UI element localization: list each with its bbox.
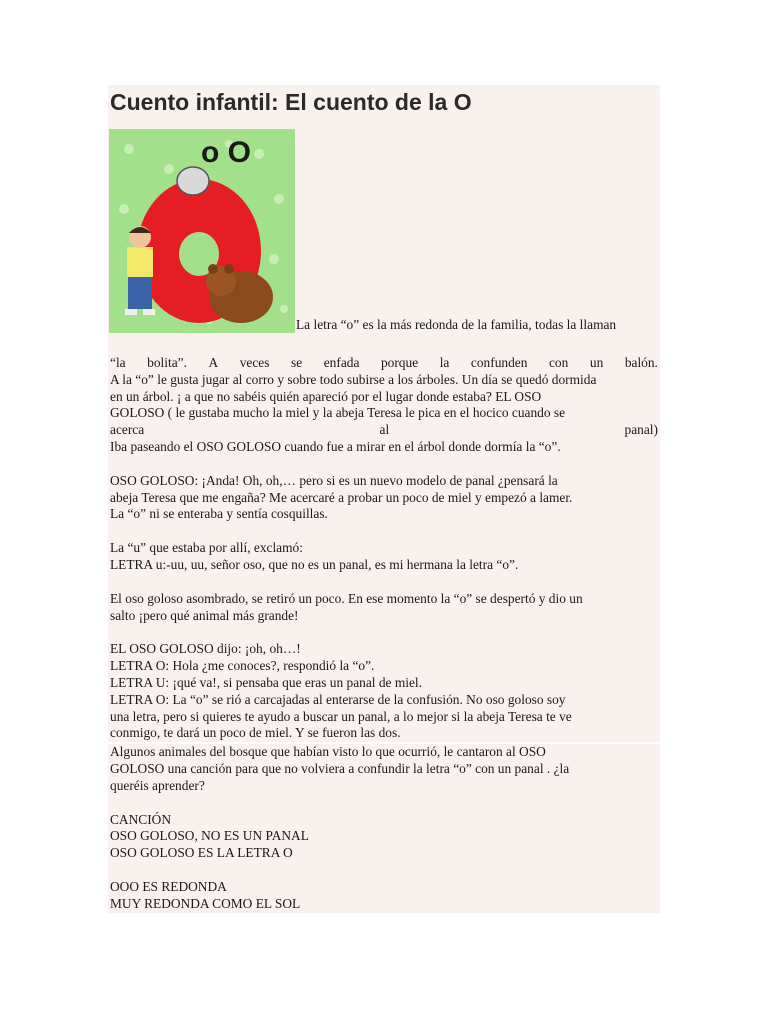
song-line: OSO GOLOSO, NO ES UN PANAL bbox=[110, 828, 309, 844]
word: un bbox=[589, 355, 604, 370]
text-line: GOLOSO una canción para que no volviera a confundir la letra “o” con un panal . ¿la bbox=[110, 760, 570, 776]
text-line: El oso goloso asombrado, se retiró un poco. En ese momento la “o” se despertó y dio un bbox=[110, 590, 583, 606]
song-line: OOO ES REDONDA bbox=[110, 878, 227, 894]
word: acerca bbox=[110, 422, 145, 438]
text-line: GOLOSO ( le gustaba mucho la miel y la abeja Teresa le pica en el hocico cuando se bbox=[110, 405, 566, 421]
text-line: LETRA O: La “o” se rió a carcajadas al enterarse de la confusión. No oso goloso soy bbox=[110, 691, 566, 707]
document-page bbox=[108, 85, 660, 913]
text-line: Iba paseando el OSO GOLOSO cuando fue a mirar en el árbol donde dormía la “o”. bbox=[110, 438, 561, 454]
word: la bbox=[439, 355, 450, 370]
text-line: La “u” que estaba por allí, exclamó: bbox=[110, 540, 303, 556]
story-body-continued bbox=[108, 744, 660, 912]
page-title: Cuento infantil: El cuento de la O bbox=[110, 89, 472, 115]
text-line: queréis aprender? bbox=[110, 777, 205, 793]
text-line: OSO GOLOSO: ¡Anda! Oh, oh,… pero si es un nuevo modelo de panal ¿pensará la bbox=[110, 472, 558, 488]
letter-o-bear-illustration bbox=[109, 129, 295, 333]
word: balón. bbox=[624, 355, 658, 370]
song-line: OSO GOLOSO ES LA LETRA O bbox=[110, 845, 293, 861]
word: A bbox=[208, 355, 219, 370]
word: “la bbox=[110, 355, 126, 370]
word: confunden bbox=[470, 355, 528, 370]
text-line: Algunos animales del bosque que habían visto lo que ocurrió, le cantaron al OSO bbox=[110, 744, 546, 760]
justified-line bbox=[110, 422, 658, 439]
text-line: La “o” ni se enteraba y sentía cosquillas. bbox=[110, 506, 328, 522]
word: con bbox=[548, 355, 569, 370]
word: bolita”. bbox=[147, 355, 187, 370]
text-line: LETRA U: ¡qué va!, si pensaba que eras un panal de miel. bbox=[110, 674, 422, 690]
song-line: MUY REDONDA COMO EL SOL bbox=[110, 895, 301, 911]
word: porque bbox=[380, 355, 419, 370]
word: al bbox=[379, 422, 390, 438]
text-line: EL OSO GOLOSO dijo: ¡oh, oh…! bbox=[110, 641, 301, 657]
word: se bbox=[291, 355, 303, 370]
justified-line bbox=[110, 355, 658, 372]
paragraph-first-line: La letra “o” es la más redonda de la familia, todas la llaman bbox=[296, 317, 617, 332]
text-line: A la “o” le gusta jugar al corro y sobre todo subirse a los árboles. Un día se quedó dormida bbox=[110, 371, 597, 387]
text-line: LETRA O: Hola ¿me conoces?, respondió la “o”. bbox=[110, 658, 375, 674]
text-line: salto ¡pero qué animal más grande! bbox=[110, 607, 299, 623]
word: veces bbox=[239, 355, 270, 370]
story-body bbox=[108, 355, 660, 742]
song-title: CANCIÓN bbox=[110, 811, 172, 827]
text-line: en un árbol. ¡ a que no sabéis quién apareció por el lugar donde estaba? EL OSO bbox=[110, 388, 542, 404]
text-line: conmigo, te dará un poco de miel. Y se fueron las dos. bbox=[110, 725, 401, 741]
word: enfada bbox=[323, 355, 360, 370]
text-line: LETRA u:-uu, uu, señor oso, que no es un panal, es mi hermana la letra “o”. bbox=[110, 556, 519, 572]
text-line: una letra, pero si quieres te ayudo a buscar un panal, a lo mejor si la abeja Teresa te ve bbox=[110, 708, 572, 724]
text-line: abeja Teresa que me engaña? Me acercaré a probar un poco de miel y empezó a lamer. bbox=[110, 489, 573, 505]
word: panal) bbox=[624, 422, 658, 438]
illustration-letters: o O bbox=[201, 136, 251, 169]
